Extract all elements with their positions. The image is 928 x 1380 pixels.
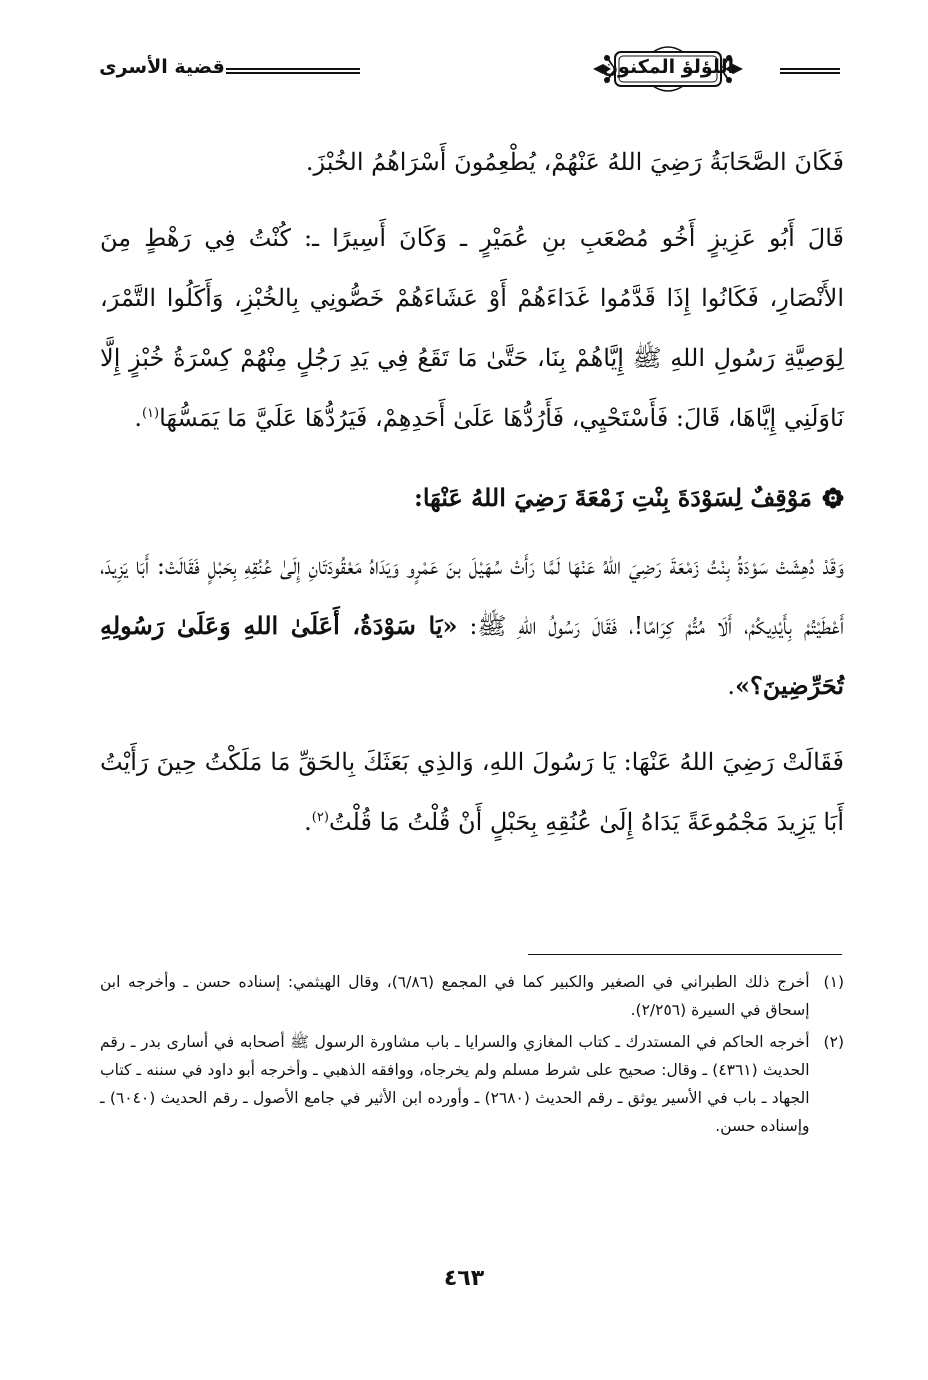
section-title: قضية الأسرى	[99, 56, 225, 78]
section-heading	[100, 468, 844, 528]
paragraph-2-end: .	[134, 404, 142, 432]
book-title-cartouche	[593, 40, 743, 98]
paragraph-4-end: .	[304, 808, 312, 836]
hadith-quote: «يَا سَوْدَةُ، أَعَلَىٰ اللهِ وَعَلَىٰ رَسُولِهِ تُحَرِّضِينَ؟»	[100, 611, 844, 700]
footnote-ref-2[interactable]: (٢)	[311, 810, 329, 825]
footnote-separator	[528, 954, 842, 955]
footnote-1-text: أخرج ذلك الطبراني في الصغير والكبير كما في المجمع (٦/٨٦)، وقال الهيثمي: إسناده حسن ـ وأخرجه ابن إسحاق في السيرة (٢/٢٥٦).	[100, 973, 810, 1019]
main-text	[100, 132, 844, 852]
book-title: اللؤلؤ المكنون	[601, 56, 735, 78]
running-header	[88, 38, 840, 102]
flower-bullet-icon	[822, 487, 844, 509]
paragraph-3	[100, 536, 844, 716]
header-rule-right	[780, 68, 840, 74]
header-rule-middle	[226, 68, 360, 74]
footnote-1-number: (١)	[823, 973, 844, 991]
section-heading-text: مَوْقِفٌ لِسَوْدَةَ بِنْتِ زَمْعَةَ رَضِيَ اللهُ عَنْهَا:	[413, 483, 812, 512]
paragraph-3-end: .	[727, 672, 735, 700]
paragraph-4-text: فَقَالَتْ رَضِيَ اللهُ عَنْهَا: يَا رَسُولَ اللهِ، وَالذِي بَعَثَكَ بِالحَقِّ مَا مَلَكْتُ حِينَ رَأَيْتُ أَبَا يَزِيدَ مَجْمُوعَةً يَدَاهُ إِلَىٰ عُنُقِهِ بِحَبْلٍ أَنْ قُلْتُ مَا قُلْتُ	[100, 748, 844, 836]
footnote-1	[100, 968, 844, 1024]
page-number: ٤٦٣	[443, 1266, 485, 1291]
footnote-2	[100, 1028, 844, 1140]
paragraph-2	[100, 208, 844, 448]
footnotes	[100, 968, 844, 1144]
paragraph-2-text: قَالَ أَبُو عَزِيزٍ أَخُو مُصْعَبِ بنِ عُمَيْرٍ ـ وَكَانَ أَسِيرًا ـ: كُنْتُ فِي رَهْطٍ مِنَ الأَنْصَارِ، فَكَانُوا إِذَا قَدَّمُوا غَدَاءَهُمْ أَوْ عَشَاءَهُمْ خَصُّونِي بِالخُبْزِ، وَأَكَلُوا التَّمْرَ، لِوَصِيَّةِ رَسُولِ اللهِ ﷺ إِيَّاهُمْ بِنَا، حَتَّىٰ مَا تَقَعُ فِي يَدِ رَجُلٍ مِنْهُمْ كِسْرَةُ خُبْزٍ إِلَّا نَاوَلَنِي إِيَّاهَا، قَالَ: فَأَسْتَحْيِي، فَأَرُدُّهَا عَلَىٰ أَحَدِهِمْ، فَيَرُدُّهَا عَلَيَّ مَا يَمَسُّهَا	[100, 224, 844, 432]
footnote-2-text: أخرجه الحاكم في المستدرك ـ كتاب المغازي والسرايا ـ باب مشاورة الرسول ﷺ أصحابه في أسارى بدر ـ رقم الحديث (٤٣٦١) ـ وقال: صحيح على شرط مسلم ولم يخرجاه، ووافقه الذهبي ـ وأخرجه أبو داود في سننه ـ كتاب الجهاد ـ باب في الأسير يوثق ـ رقم الحديث (٢٦٨٠) ـ وأورده ابن الأثير في جامع الأصول ـ رقم الحديث (٦٠٤٠) ـ وإسناده حسن.	[100, 1033, 810, 1135]
paragraph-3-text: وَقَدْ دُهِشَتْ سَوْدَةُ بِنْتُ زَمْعَةَ رَضِيَ اللهُ عَنْهَا لَمَّا رَأَتْ سُهَيْلَ بنَ عَمْرٍو وَيَدَاهُ مَعْقُودَتَانِ إِلَىٰ عُنُقِهِ بِحَبْلٍ فَقَالَتْ: أَبَا يَزِيدَ، أَعْطَيْتُمْ بِأَيْدِيكُمْ، أَلَا مُتُّمْ كِرَامًا!، فَقَالَ رَسُولُ اللهِ ﷺ:	[100, 552, 844, 640]
paragraph-4	[100, 732, 844, 852]
paragraph-1: فَكَانَ الصَّحَابَةُ رَضِيَ اللهُ عَنْهُمْ، يُطْعِمُونَ أَسْرَاهُمُ الخُبْزَ.	[305, 148, 844, 176]
footnote-2-number: (٢)	[823, 1033, 844, 1051]
footnote-ref-1[interactable]: (١)	[141, 406, 160, 421]
